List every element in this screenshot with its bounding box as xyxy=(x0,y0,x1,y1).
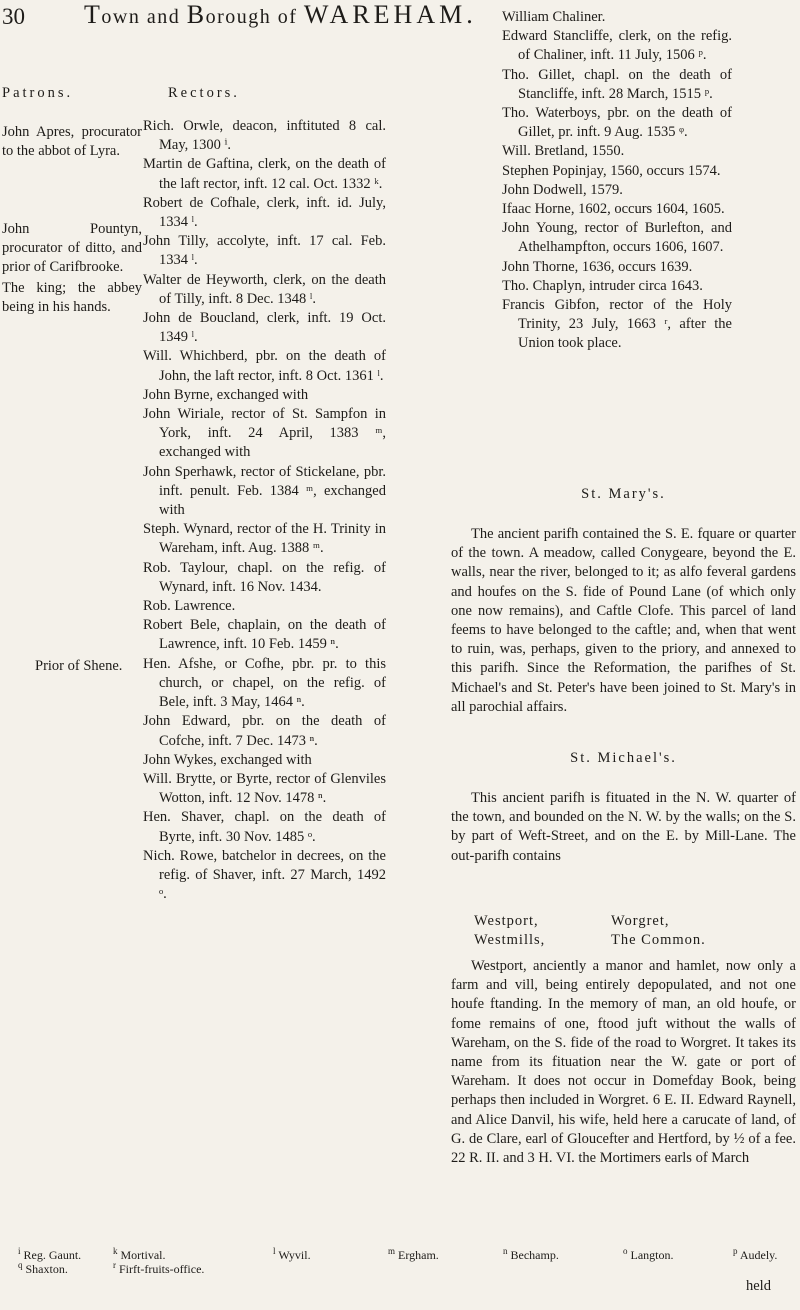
footnotes xyxy=(18,1248,778,1276)
st-michaels-heading: St. Michael's. xyxy=(570,750,677,766)
rector-entry: Rob. Lawrence. xyxy=(143,598,236,615)
catchword: held xyxy=(746,1278,771,1294)
rector-entry: John Sperhawk, rector of Stickelane, pbr. inft. penult. Feb. 1384 ᵐ, exchanged with xyxy=(143,463,386,519)
footnote: $^n$ Bechamp. xyxy=(503,1246,559,1262)
rector-entry: Tho. Waterboys, pbr. on the death of Gillet, pr. inft. 9 Aug. 1535 ᵠ. xyxy=(502,105,732,141)
rector-entry: Walter de Heyworth, clerk, on the death of Tilly, inft. 8 Dec. 1348 ˡ. xyxy=(143,271,386,307)
rector-entry: Hen. Shaver, chapl. on the death of Byrte, inft. 30 Nov. 1485 ᵒ. xyxy=(143,809,386,845)
footnote: $^r$ Firft-fruits-office. xyxy=(113,1260,205,1276)
footnote: $^k$ Mortival. xyxy=(113,1246,166,1262)
footnote: $^q$ Shaxton. xyxy=(18,1260,68,1276)
hamlet-name: Westport, xyxy=(474,913,539,929)
hamlet-name: The Common. xyxy=(611,932,706,949)
rector-entry: Robert de Cofhale, clerk, inft. id. July, 1334 ˡ. xyxy=(143,194,386,231)
rector-entry: Will. Brytte, or Byrte, rector of Glenviles Wotton, inft. 12 Nov. 1478 ⁿ. xyxy=(143,770,386,807)
rector-entry: Rob. Taylour, chapl. on the refig. of Wynard, inft. 16 Nov. 1434. xyxy=(143,559,386,595)
rector-entry: Rich. Orwle, deacon, inftituted 8 cal. May, 1300 ⁱ. xyxy=(143,118,386,154)
rector-entry: William Chaliner. xyxy=(502,9,606,25)
westport-paragraph: Westport, anciently a manor and hamlet, now only a farm and vill, being entirely depopulated, and not one houfe ftanding. In the memory of man, an old houfe, or fome remains of one, ftood juft without the walls of Wareham, on the S. fide of the road to Worgret. It takes its name from its fituation near the W. gate or port of Wareham. It does not occur in Domefday Book, being perhaps then included in Worgret. 6 E. II. Edward Raynell, and Alice Danvil, his wife, held here a carucate of land, of G. de Clare, earl of Gloucefter and Hertford, by ½ of a fee. 22 R. II. and 3 H. VI. the Mortimers earls of March xyxy=(451,958,796,1167)
rector-entry: Will. Bretland, 1550. xyxy=(502,143,625,160)
patron-entry: The king; the abbey being in his hands. xyxy=(2,280,142,316)
footnote: $^i$ Reg. Gaunt. xyxy=(18,1246,82,1262)
st-michaels-paragraph: This ancient parifh is fituated in the N. W. quarter of the town, and bounded on the N. W. by the walls; on the S. by part of Weft-Street, and on the E. by Mill-Lane. The out-parifh contains xyxy=(451,790,796,864)
rector-entry: John Young, rector of Burlefton, and Athelhampfton, occurs 1606, 1607. xyxy=(502,220,732,256)
rector-entry: Francis Gibfon, rector of the Holy Trinity, 23 July, 1663 ʳ, after the Union took place. xyxy=(502,297,732,352)
patrons-heading: Patrons. xyxy=(2,85,74,101)
rector-entry: Ifaac Horne, 1602, occurs 1604, 1605. xyxy=(502,201,725,218)
patron-entry: Prior of Shene. xyxy=(35,658,123,674)
rector-entry: Tho. Chaplyn, intruder circa 1643. xyxy=(502,277,703,294)
rectors-heading: Rectors. xyxy=(168,85,240,101)
rector-entry: John Edward, pbr. on the death of Cofche, inft. 7 Dec. 1473 ⁿ. xyxy=(143,713,386,749)
st-marys-paragraph: The ancient parifh contained the S. E. fquare or quarter of the town. A meadow, called Conygeare, beyond the E. walls, near the river, belonged to it; as alfo feveral gardens and houfes on the S. fide of Pound Lane (of which only one now remains), and Caftle Clofe. This parcel of land feems to have belonged to the caftle; and, when that went to ruin, was, perhaps, given to the priory, and annexed to this parifh. Since the Reformation, the parifhes of St. Michael's and St. Peter's have been joined to St. Mary's in all parochial affairs. xyxy=(451,526,796,715)
page-number: 30 xyxy=(2,4,25,29)
running-head: Town and Borough of WAREHAM. xyxy=(84,0,477,29)
rector-entry: John Thorne, 1636, occurs 1639. xyxy=(502,258,693,275)
patron-entry: John Pountyn, procurator of ditto, and prior of Carifbrooke. xyxy=(2,221,142,276)
st-marys-heading: St. Mary's. xyxy=(581,486,666,502)
rectors-list xyxy=(143,117,386,904)
hamlet-name: Westmills, xyxy=(474,932,546,949)
rectors-list-continued xyxy=(502,8,732,354)
rector-entry: Nich. Rowe, batchelor in decrees, on the refig. of Shaver, inft. 27 March, 1492 ᵒ. xyxy=(143,847,386,903)
rector-entry: Hen. Afshe, or Cofhe, pbr. pr. to this church, or chapel, on the refig. of Bele, inft. 3 May, 1464 ⁿ. xyxy=(143,655,386,711)
rector-entry: Martin de Gaftina, clerk, on the death of the laft rector, inft. 12 cal. Oct. 1332 ᵏ. xyxy=(143,156,386,192)
rector-entry: Will. Whichberd, pbr. on the death of John, the laft rector, inft. 8 Oct. 1361 ˡ. xyxy=(143,348,386,384)
rector-entry: John Byrne, exchanged with xyxy=(143,386,309,403)
footnote: $^m$ Ergham. xyxy=(388,1246,439,1262)
rector-entry: John Dodwell, 1579. xyxy=(502,181,623,198)
patron-entry: John Apres, procurator to the abbot of Lyra. xyxy=(2,124,142,160)
footnote: $^l$ Wyvil. xyxy=(273,1246,311,1262)
rector-entry: Edward Stancliffe, clerk, on the refig. of Chaliner, inft. 11 July, 1506 ᵖ. xyxy=(502,28,732,64)
rector-entry: John Wykes, exchanged with xyxy=(143,751,312,768)
rector-entry: John Wiriale, rector of St. Sampfon in York, inft. 24 April, 1383 ᵐ, exchanged with xyxy=(143,406,386,461)
hamlet-name: Worgret, xyxy=(611,913,670,929)
rector-entry: Tho. Gillet, chapl. on the death of Stancliffe, inft. 28 March, 1515 ᵖ. xyxy=(502,66,732,102)
footnote: $^p$ Audely. xyxy=(733,1246,778,1262)
rector-entry: Robert Bele, chaplain, on the death of Lawrence, inft. 10 Feb. 1459 ⁿ. xyxy=(143,617,386,653)
rector-entry: John de Boucland, clerk, inft. 19 Oct. 1349 ˡ. xyxy=(143,310,386,346)
rector-entry: Steph. Wynard, rector of the H. Trinity in Wareham, inft. Aug. 1388 ᵐ. xyxy=(143,521,386,557)
rector-entry: Stephen Popinjay, 1560, occurs 1574. xyxy=(502,162,721,179)
footnote: $^o$ Langton. xyxy=(623,1246,674,1262)
rector-entry: John Tilly, accolyte, inft. 17 cal. Feb. 1334 ˡ. xyxy=(143,233,386,269)
hamlets-table xyxy=(474,912,794,950)
